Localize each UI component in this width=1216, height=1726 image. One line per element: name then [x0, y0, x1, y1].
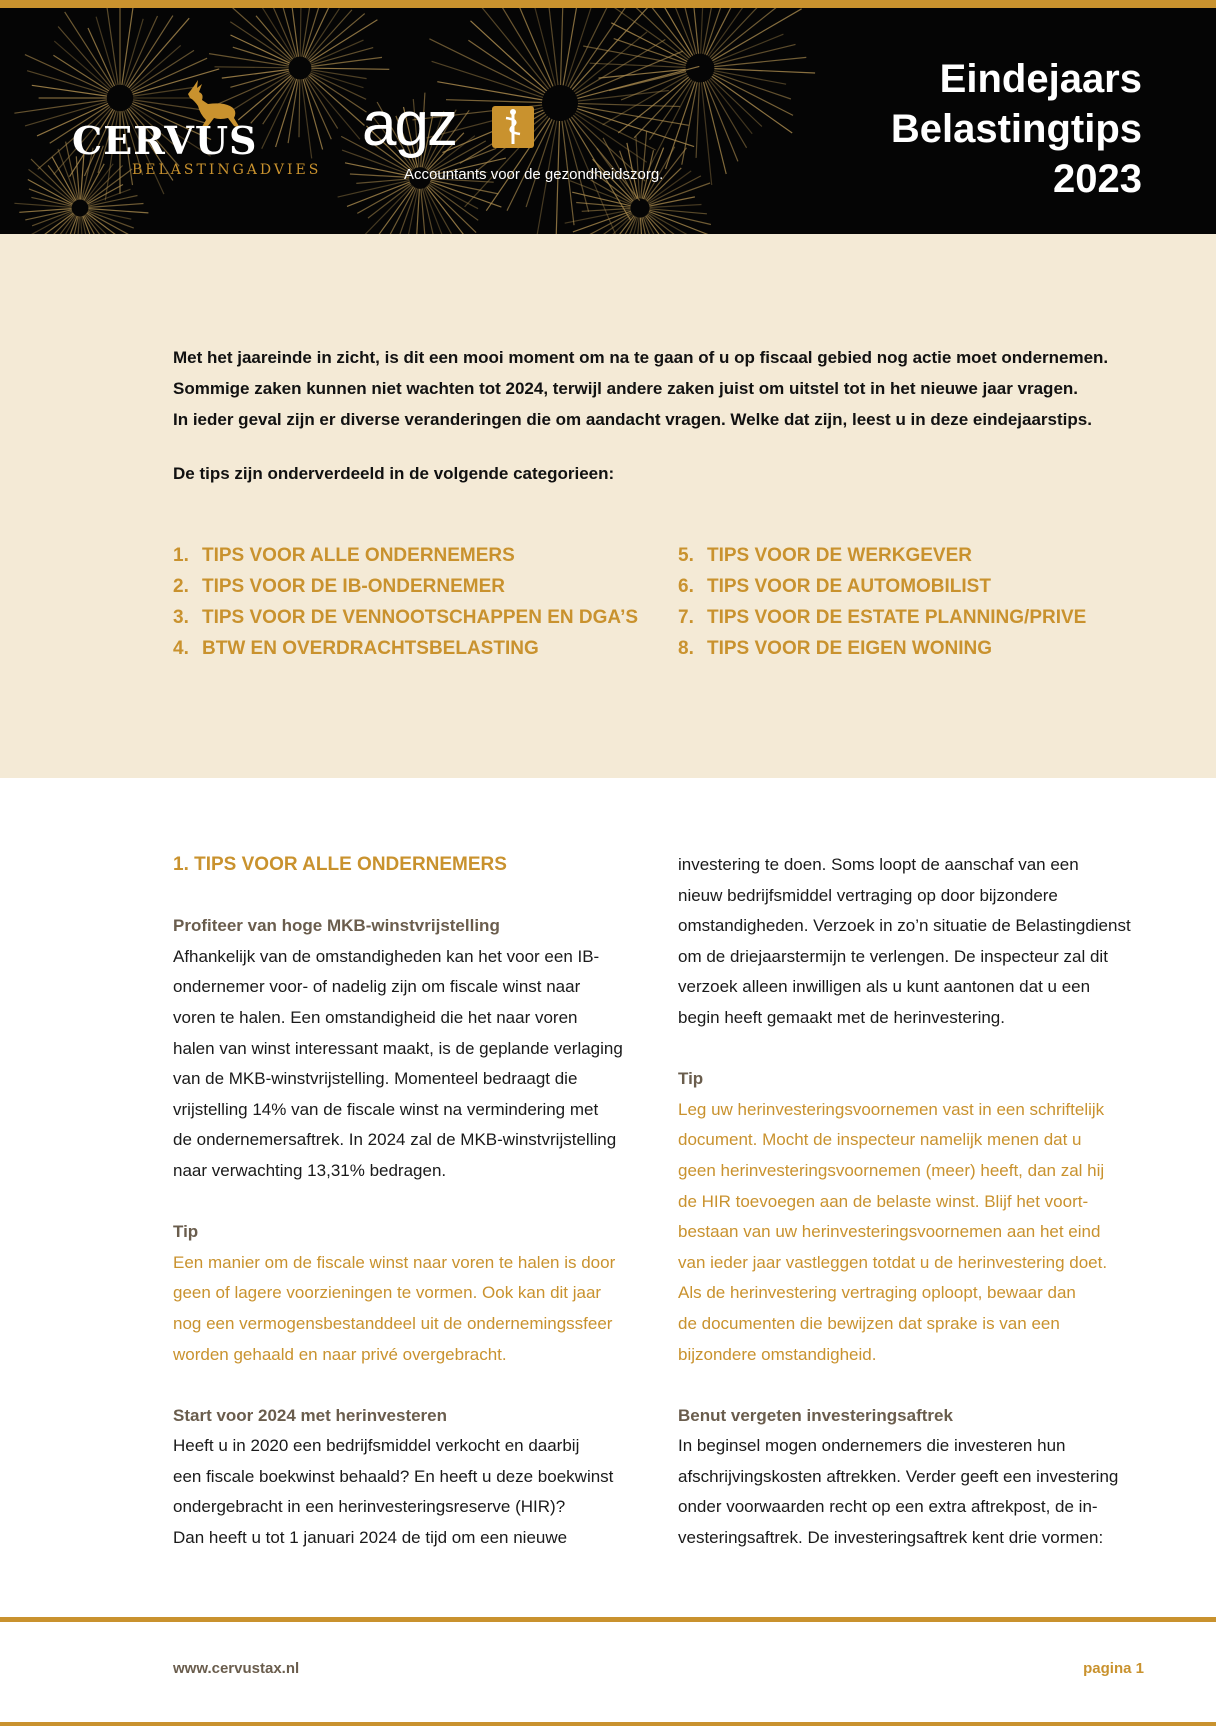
text-line: bestaan van uw herinvesteringsvoornemen aan het eind	[678, 1222, 1101, 1242]
text-line: geen of lagere voorzieningen te vormen. Ook kan dit jaar	[173, 1283, 602, 1303]
agz-name: agz	[362, 90, 456, 159]
text-line: vesteringsaftrek. De investeringsaftrek kent drie vormen:	[678, 1528, 1104, 1548]
agz-tagline: Accountants voor de gezondheidszorg.	[404, 166, 664, 183]
category-item[interactable]: 1. TIPS VOOR ALLE ONDERNEMERS	[173, 545, 515, 566]
text-line: om de driejaarstermijn te verlengen. De inspecteur zal dit	[678, 946, 1108, 966]
page-number: pagina 1	[1083, 1660, 1144, 1677]
subheading: Profiteer van hoge MKB-winstvrijstelling	[173, 916, 500, 936]
category-item[interactable]: 5. TIPS VOOR DE WERKGEVER	[678, 545, 972, 566]
subheading: Benut vergeten investeringsaftrek	[678, 1405, 953, 1425]
website-link[interactable]: www.cervustax.nl	[173, 1660, 300, 1677]
caduceus-icon	[492, 106, 534, 148]
footer-rule	[0, 1617, 1216, 1622]
text-line: geen herinvesteringsvoornemen (meer) heeft, dan zal hij	[678, 1160, 1105, 1180]
text-line: nog een vermogensbestanddeel uit de ondernemingssfeer	[173, 1313, 613, 1333]
text-line: afschrijvingskosten aftrekken. Verder geeft een investering	[678, 1466, 1119, 1486]
text-line: onder voorwaarden recht op een extra aftrekpost, de in-	[678, 1497, 1098, 1517]
text-line: begin heeft gemaakt met de herinvestering.	[678, 1007, 1005, 1027]
cervus-name: CERVUS	[72, 118, 258, 163]
body-column-left	[173, 850, 643, 1554]
category-list-right	[678, 540, 1086, 664]
text-line: naar verwachting 13,31% bedragen.	[173, 1160, 447, 1180]
body-column-right	[678, 850, 1148, 1554]
page-title	[891, 54, 1142, 204]
text-line: van de MKB-winstvrijstelling. Momenteel bedraagt die	[173, 1069, 578, 1089]
category-item[interactable]: 8. TIPS VOOR DE EIGEN WONING	[678, 638, 993, 659]
text-line: ondergebracht in een herinvesteringsreserve (HIR)?	[173, 1497, 566, 1517]
text-line: vrijstelling 14% van de fiscale winst na vermindering met	[173, 1099, 599, 1119]
intro-panel	[0, 234, 1216, 778]
category-item[interactable]: 7. TIPS VOOR DE ESTATE PLANNING/PRIVE	[678, 607, 1087, 628]
text-line: de documenten die bewijzen dat sprake is van een	[678, 1313, 1060, 1333]
tip-label: Tip	[678, 1069, 704, 1089]
intro-line: Met het jaareinde in zicht, is dit een mooi moment om na te gaan of u op fiscaal gebied nog actie moet ondernemen.	[173, 348, 1109, 367]
agz-logo	[362, 90, 682, 194]
intro-line: Sommige zaken kunnen niet wachten tot 2024, terwijl andere zaken juist om uitstel tot in het nieuwe jaar vragen.	[173, 379, 1079, 398]
categories-label: De tips zijn onderverdeeld in de volgende categorieen:	[173, 464, 615, 483]
category-item[interactable]: 3. TIPS VOOR DE VENNOOTSCHAPPEN EN DGA’S	[173, 607, 639, 628]
category-item[interactable]: 2. TIPS VOOR DE IB-ONDERNEMER	[173, 576, 505, 597]
text-line: Leg uw herinvesteringsvoornemen vast in een schriftelijk	[678, 1099, 1105, 1119]
text-line: Dan heeft u tot 1 januari 2024 de tijd om een nieuwe	[173, 1528, 568, 1548]
cervus-logo	[72, 80, 332, 178]
text-line: een fiscale boekwinst behaald? En heeft u deze boekwinst	[173, 1466, 614, 1486]
text-line: document. Mocht de inspecteur namelijk menen dat u	[678, 1130, 1082, 1150]
paragraph	[173, 1431, 643, 1553]
text-line: omstandigheden. Verzoek in zo’n situatie de Belastingdienst	[678, 916, 1131, 936]
paragraph	[678, 1431, 1148, 1553]
header-banner	[0, 8, 1216, 234]
cervus-subtitle: BELASTINGADVIES	[132, 162, 322, 178]
text-line: verzoek alleen inwilligen als u kunt aantonen dat u een	[678, 977, 1091, 997]
text-line: bijzondere omstandigheid.	[678, 1344, 877, 1364]
title-line-3: 2023	[1053, 157, 1142, 201]
title-line-2: Belastingtips	[890, 107, 1142, 151]
tip-text	[173, 1248, 643, 1370]
intro-text	[173, 342, 1133, 435]
section-title: 1. TIPS VOOR ALLE ONDERNEMERS	[173, 854, 507, 875]
top-accent-rule	[0, 0, 1216, 8]
text-line: investering te doen. Soms loopt de aanschaf van een	[678, 855, 1079, 874]
title-line-1: Eindejaars	[939, 57, 1142, 101]
text-line: nieuw bedrijfsmiddel vertraging op door bijzondere	[678, 885, 1058, 905]
category-item[interactable]: 4. BTW EN OVERDRACHTSBELASTING	[173, 638, 539, 659]
text-line: worden gehaald en naar privé overgebracht.	[173, 1344, 507, 1364]
text-line: Als de herinvestering vertraging oploopt, bewaar dan	[678, 1283, 1076, 1303]
tip-text	[678, 1095, 1148, 1370]
category-list-left	[173, 540, 638, 664]
text-line: de ondernemersaftrek. In 2024 zal de MKB-winstvrijstelling	[173, 1130, 617, 1150]
text-line: de HIR toevoegen aan de belaste winst. Blijf het voort-	[678, 1191, 1089, 1211]
text-line: In beginsel mogen ondernemers die investeren hun	[678, 1436, 1066, 1456]
paragraph	[678, 850, 1148, 1034]
text-line: voren te halen. Een omstandigheid die het naar voren	[173, 1007, 578, 1027]
text-line: van ieder jaar vastleggen totdat u de herinvestering doet.	[678, 1252, 1108, 1272]
text-line: Heeft u in 2020 een bedrijfsmiddel verkocht en daarbij	[173, 1436, 580, 1456]
text-line: Een manier om de fiscale winst naar voren te halen is door	[173, 1252, 616, 1272]
text-line: Afhankelijk van de omstandigheden kan het voor een IB-	[173, 946, 600, 966]
tip-label: Tip	[173, 1222, 199, 1242]
paragraph	[173, 942, 643, 1187]
text-line: halen van winst interessant maakt, is de geplande verlaging	[173, 1038, 623, 1058]
bottom-edge-rule	[0, 1722, 1216, 1726]
category-item[interactable]: 6. TIPS VOOR DE AUTOMOBILIST	[678, 576, 991, 597]
subheading: Start voor 2024 met herinvesteren	[173, 1405, 448, 1425]
text-line: ondernemer voor- of nadelig zijn om fiscale winst naar	[173, 977, 581, 997]
intro-line: In ieder geval zijn er diverse veranderingen die om aandacht vragen. Welke dat zijn, leest u in deze eindejaarstips.	[173, 410, 1092, 429]
